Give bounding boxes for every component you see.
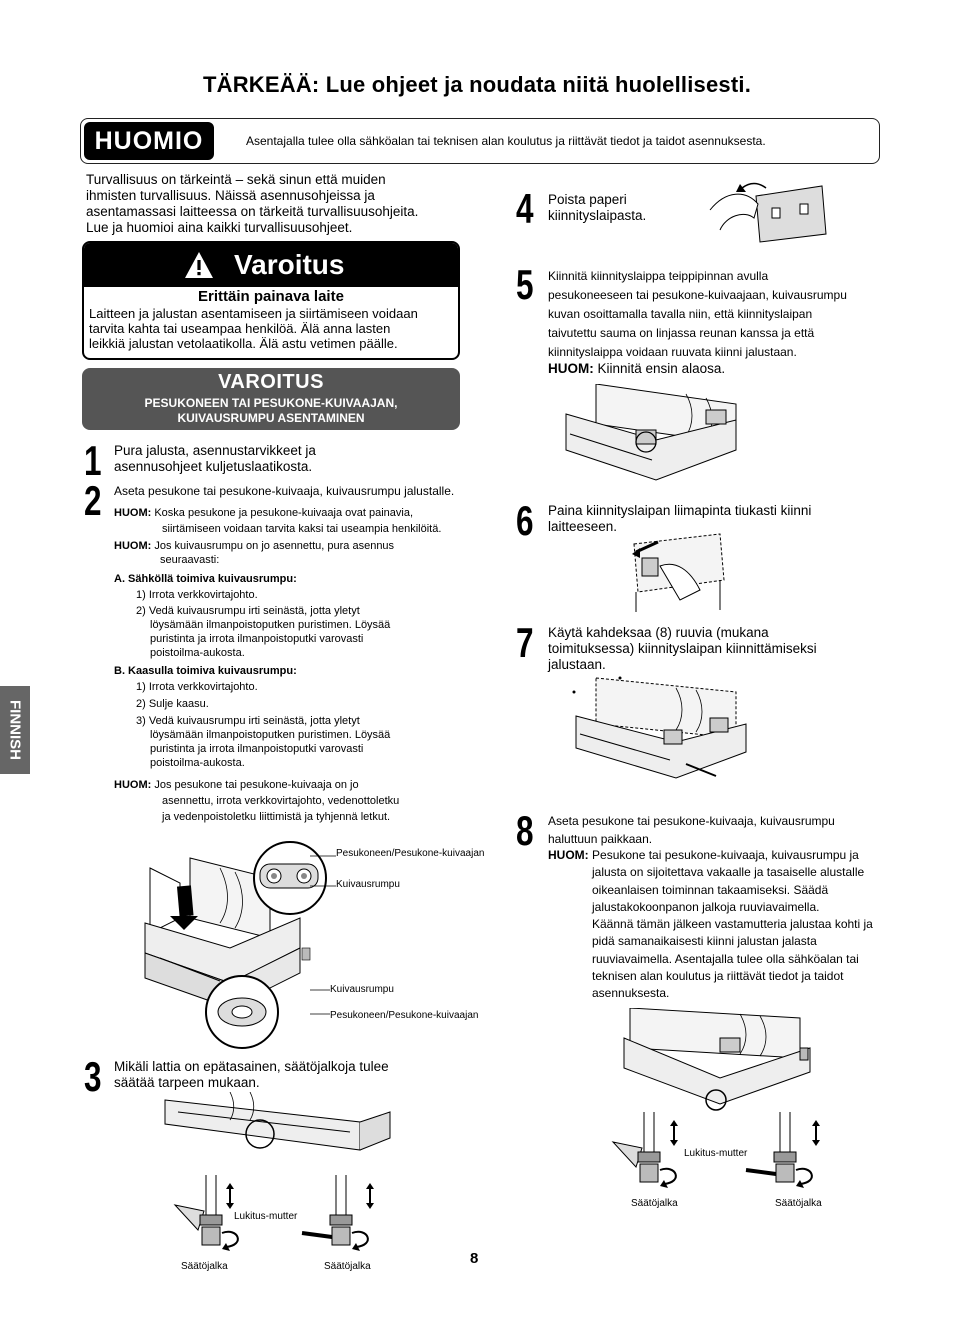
note-line: ruuviavaimella. Asentajalla tulee olla sähköalan tai bbox=[592, 951, 859, 966]
step-text-line: kiinnityslaipasta. bbox=[548, 208, 647, 223]
subsection-heading: A. Sähköllä toimiva kuivausrumpu: bbox=[114, 573, 297, 585]
step-5-note bbox=[548, 361, 725, 377]
lock-nut-label: Lukitus-mutter bbox=[234, 1211, 298, 1222]
intro-line: ihmisten turvallisuus. Näissä asennusohjeissa ja bbox=[86, 188, 375, 203]
install-warning-subtitle bbox=[82, 396, 460, 426]
step-text-line: haluttuun paikkaan. bbox=[548, 832, 653, 846]
foot-label-right: Säätöjalka bbox=[775, 1198, 822, 1209]
instruction-line: 3) Vedä kuivausrumpu irti seinästä, jotta yletyt bbox=[136, 715, 360, 727]
step-text-line: Paina kiinnityslaipan liimapinta tiukasti kiinni bbox=[548, 503, 812, 518]
step-2-text bbox=[114, 484, 474, 499]
step-7-text bbox=[548, 625, 817, 673]
step-text-line: toimituksessa) kiinnityslaipan kiinnittämiseksi bbox=[548, 641, 817, 656]
caution-badge: HUOMIO bbox=[84, 122, 214, 160]
step-text-line: kiinnityslaippa voidaan ruuvata kiinni jalustaan. bbox=[548, 345, 797, 359]
instruction-line: löysämään ilmanpoistoputken puristimen. Löysää bbox=[150, 619, 391, 631]
note-line: pidä samanaikaisesti kiinni jalustan jalasta bbox=[592, 934, 817, 949]
warning-line: leikkiä jalustan vetolaatikolla. Älä astu vetimen päälle. bbox=[89, 336, 398, 351]
warning-triangle-icon bbox=[184, 251, 214, 279]
instruction-line: 2) Sulje kaasu. bbox=[136, 698, 209, 710]
install-warning-line: KUIVAUSRUMPU ASENTAMINEN bbox=[177, 411, 365, 425]
note-line: ja vedenpoistoletku liittimistä ja tyhjennä letkut. bbox=[162, 811, 391, 823]
note-label: HUOM: bbox=[548, 848, 589, 862]
note-line: jalustakokoonpanon jalkoja ruuviavaimella. bbox=[592, 899, 820, 914]
note-label: HUOM: bbox=[114, 779, 152, 791]
instruction-line: 2) Vedä kuivausrumpu irti seinästä, jotta yletyt bbox=[136, 605, 360, 617]
figure-label: Kuivausrumpu bbox=[330, 984, 394, 995]
note-label: HUOM: bbox=[548, 361, 594, 376]
step-text-line: Kiinnitä kiinnityslaippa teippipinnan avulla bbox=[548, 269, 769, 283]
instruction-line: 1) Irrota verkkovirtajohto. bbox=[136, 589, 258, 601]
safety-intro bbox=[86, 172, 466, 236]
note-line: asennuksesta. bbox=[592, 986, 670, 1001]
peel-paper-illustration bbox=[706, 170, 830, 246]
note-line: teknisen alan koulutus ja riittävät tiedot ja taidot bbox=[592, 969, 844, 984]
intro-line: asentamassasi laitteessa on tärkeitä turvallisuusohjeita. bbox=[86, 204, 419, 219]
step-8-note bbox=[548, 847, 888, 1003]
lock-nut-label: Lukitus-mutter bbox=[684, 1148, 748, 1159]
step-number: 6 bbox=[516, 497, 534, 544]
note-line: oikeanlaisen toiminnan takaamiseksi. Säädä bbox=[592, 882, 829, 897]
step-text-line: laitteeseen. bbox=[548, 519, 618, 534]
step-number: 7 bbox=[516, 619, 534, 666]
step-3-text bbox=[114, 1059, 389, 1091]
step-text-line: jalustaan. bbox=[548, 657, 606, 672]
step-text-line: säätää tarpeen mukaan. bbox=[114, 1075, 260, 1090]
pedestal-leveling-illustration bbox=[160, 1092, 400, 1152]
detail-circle-bottom bbox=[200, 972, 300, 1052]
step-text-line: Aseta pesukone tai pesukone-kuivaaja, kuivausrumpu bbox=[548, 814, 835, 828]
bracket-attach-illustration bbox=[556, 384, 746, 490]
install-warning-banner bbox=[82, 368, 460, 430]
step-text-line: pesukoneeseen tai pesukone-kuivaajaan, kuivausrumpu bbox=[548, 288, 847, 302]
step-text-line: Mikäli lattia on epätasainen, säätöjalkoja tulee bbox=[114, 1059, 389, 1074]
press-bracket-illustration bbox=[620, 530, 740, 616]
note-line: seuraavasti: bbox=[160, 554, 220, 566]
warning-box bbox=[82, 241, 460, 360]
instruction-line: puristinta ja irrota ilmanpoistoputki varovasti bbox=[150, 743, 364, 755]
note-line: Käännä tämän jälkeen vastamutteria jalustaa kohti ja bbox=[592, 917, 873, 932]
adjustable-foot-right-2 bbox=[744, 1112, 834, 1192]
step-text-line: taivutettu sauma on linjassa reunan kanssa ja että bbox=[548, 326, 815, 340]
note-line: Jos kuivausrumpu on jo asennettu, pura asennus bbox=[154, 540, 395, 552]
note-line: siirtämiseen voidaan tarvita kaksi tai useampia henkilöitä. bbox=[162, 523, 442, 535]
note-line: Kiinnitä ensin alaosa. bbox=[597, 361, 726, 376]
step-text-line: Käytä kahdeksaa (8) ruuvia (mukana bbox=[548, 625, 769, 640]
step-number: 4 bbox=[516, 185, 534, 232]
language-tab-label: FINNISH bbox=[6, 700, 24, 760]
placement-illustration bbox=[620, 1008, 820, 1120]
instruction-line: löysämään ilmanpoistoputken puristimen. Löysää bbox=[150, 729, 391, 741]
language-tab bbox=[0, 686, 30, 774]
adjustable-foot-right bbox=[300, 1175, 390, 1255]
intro-line: Lue ja huomioi aina kaikki turvallisuusohjeet. bbox=[86, 220, 353, 235]
foot-label-right: Säätöjalka bbox=[324, 1261, 371, 1272]
foot-label-left: Säätöjalka bbox=[631, 1198, 678, 1209]
note-line: asennettu, irrota verkkovirtajohto, vedenottoletku bbox=[162, 795, 400, 807]
warning-body bbox=[89, 306, 455, 351]
step-number: 5 bbox=[516, 261, 534, 308]
instruction-line: poistoilma-aukosta. bbox=[150, 757, 245, 769]
warning-header bbox=[84, 243, 458, 287]
foot-label-left: Säätöjalka bbox=[181, 1261, 228, 1272]
step-8-text bbox=[548, 812, 888, 848]
figure-label: Kuivausrumpu bbox=[336, 879, 400, 890]
install-warning-title: VAROITUS bbox=[218, 371, 324, 393]
step-5-text bbox=[548, 267, 888, 362]
step-number: 8 bbox=[516, 807, 534, 854]
note-line: Koska pesukone ja pesukone-kuivaaja ovat painavia, bbox=[154, 507, 414, 519]
step-text-line: asennusohjeet kuljetuslaatikosta. bbox=[114, 459, 313, 474]
warning-subtitle: Erittäin painava laite bbox=[198, 288, 344, 305]
warning-line: tarvita kahta tai useampaa henkilöä. Älä anna lasten bbox=[89, 321, 391, 336]
instruction-line: puristinta ja irrota ilmanpoistoputki varovasti bbox=[150, 633, 364, 645]
step-number: 2 bbox=[84, 477, 102, 524]
note-label: HUOM: bbox=[114, 507, 152, 519]
intro-line: Turvallisuus on tärkeintä – sekä sinun että muiden bbox=[86, 172, 386, 187]
step-1-text bbox=[114, 443, 316, 475]
warning-title: Varoitus bbox=[234, 249, 345, 280]
figure-label: Pesukoneen/Pesukone-kuivaajan bbox=[336, 848, 485, 859]
step-text-line: Aseta pesukone tai pesukone-kuivaaja, kuivausrumpu jalustalle. bbox=[114, 484, 455, 498]
caution-text: Asentajalla tulee olla sähköalan tai teknisen alan koulutus ja riittävät tiedot ja taidot asennuksesta. bbox=[246, 134, 766, 148]
instruction-line: 1) Irrota verkkovirtajohto. bbox=[136, 681, 258, 693]
step-text-line: Poista paperi bbox=[548, 192, 627, 207]
page-title: TÄRKEÄÄ: Lue ohjeet ja noudata niitä huolellisesti. bbox=[202, 72, 752, 97]
step-4-text bbox=[548, 192, 646, 224]
note-label: HUOM: bbox=[114, 540, 152, 552]
step-text-line: Pura jalusta, asennustarvikkeet ja bbox=[114, 443, 316, 458]
page-number: 8 bbox=[470, 1250, 479, 1267]
install-warning-line: PESUKONEEN TAI PESUKONE-KUIVAAJAN, bbox=[144, 396, 398, 410]
step-text-line: kuvan osoittamalla tavalla niin, että kiinnityslaipan bbox=[548, 307, 813, 321]
figure-label: Pesukoneen/Pesukone-kuivaajan bbox=[330, 1010, 479, 1021]
note-line: Pesukone tai pesukone-kuivaaja, kuivausrumpu ja bbox=[592, 848, 859, 862]
step-number: 1 bbox=[84, 437, 102, 484]
step-2-notes bbox=[114, 506, 484, 824]
instruction-line: poistoilma-aukosta. bbox=[150, 647, 245, 659]
screw-bracket-illustration bbox=[566, 668, 766, 792]
subsection-heading: B. Kaasulla toimiva kuivausrumpu: bbox=[114, 665, 297, 677]
warning-line: Laitteen ja jalustan asentamiseen ja siirtämiseen voidaan bbox=[89, 306, 418, 321]
step-number: 3 bbox=[84, 1053, 102, 1100]
note-line: jalusta on sijoitettava vakaalle ja tasaiselle alustalle bbox=[592, 865, 865, 880]
note-line: Jos pesukone tai pesukone-kuivaaja on jo bbox=[154, 779, 359, 791]
